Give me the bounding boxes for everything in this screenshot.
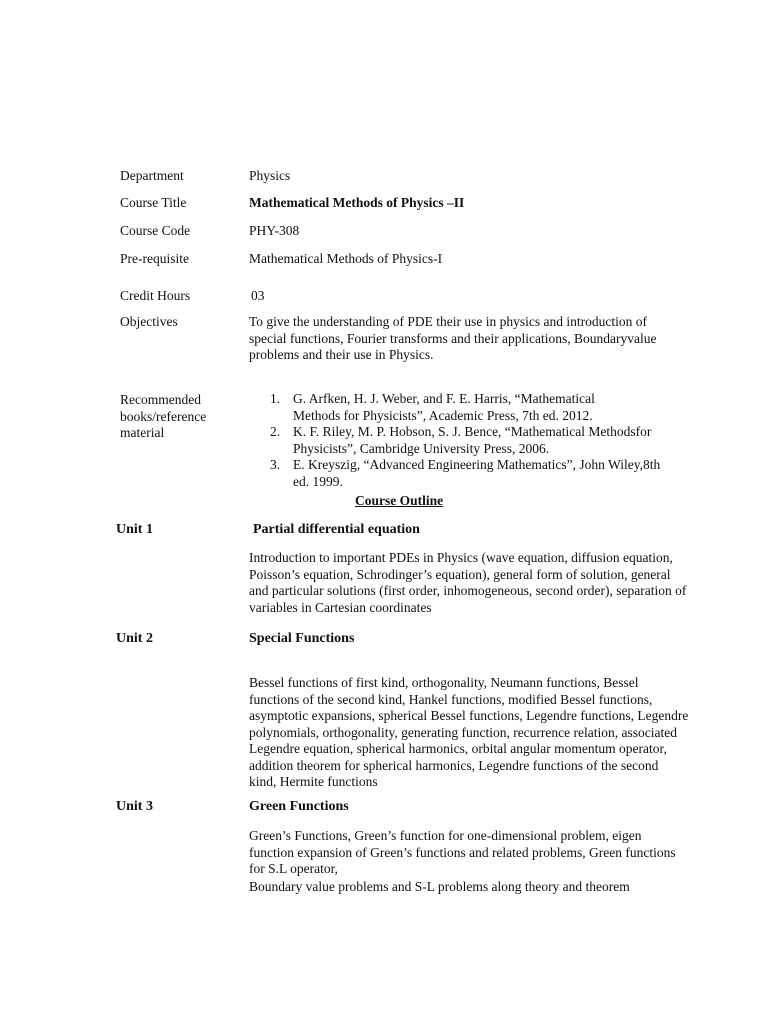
unit-label: Unit 2	[116, 631, 153, 646]
reference-line: E. Kreyszig, “Advanced Engineering Mathematics”, John Wiley,8th	[293, 457, 661, 472]
unit-content: Introduction to important PDEs in Physics (wave equation, diffusion equation, Poisson’s equation, Schrodinger’s equation), general form of solution, general and particular solutions (first order, inhomogeneous, second order), separation of variables in Cartesian coordinates	[249, 550, 687, 615]
unit-title: Partial differential equation	[253, 522, 420, 537]
reference-line: G. Arfken, H. J. Weber, and F. E. Harris, “Mathematical	[293, 391, 595, 406]
reference-line: Physicists”, Cambridge University Press, 2006.	[293, 440, 550, 456]
books-label-line: books/reference	[120, 408, 207, 424]
reference-number: 3.	[270, 457, 281, 472]
course-outline-heading: Course Outline	[355, 493, 444, 508]
reference-item	[270, 457, 690, 490]
reference-line: ed. 1999.	[293, 473, 343, 489]
credit-hours-value: 03	[251, 288, 265, 303]
unit-label: Unit 3	[116, 799, 153, 814]
books-label-line: Recommended	[120, 392, 201, 407]
unit-title: Green Functions	[249, 799, 349, 814]
reference-line: K. F. Riley, M. P. Hobson, S. J. Bence, “Mathematical Methodsfor	[293, 424, 652, 439]
credit-hours-label: Credit Hours	[120, 288, 191, 303]
course-code-label: Course Code	[120, 223, 191, 238]
course-title-value: Mathematical Methods of Physics –II	[249, 195, 465, 210]
course-title-label: Course Title	[120, 195, 187, 210]
reference-number: 1.	[270, 391, 281, 406]
unit-title: Special Functions	[249, 631, 355, 646]
reference-line: Methods for Physicists”, Academic Press, 7th ed. 2012.	[293, 407, 593, 423]
prerequisite-value: Mathematical Methods of Physics-I	[249, 251, 443, 266]
reference-item	[270, 424, 690, 457]
reference-number: 2.	[270, 424, 281, 439]
reference-list	[270, 391, 690, 490]
unit-content: Bessel functions of first kind, orthogonality, Neumann functions, Bessel functions of the second kind, Hankel functions, modified Bessel functions, asymptotic expansions, spherical Bessel functions, Legendre functions, Legendre polynomials, orthogonality, generating function, recurrence relation, associated Legendre equation, spherical harmonics, orbital angular momentum operator, addition theorem for spherical harmonics, Legendre functions of the second kind, Hermite functions	[249, 675, 689, 789]
unit-content-extra: Boundary value problems and S-L problems along theory and theorem	[249, 879, 630, 894]
department-label: Department	[120, 168, 184, 183]
unit-content: Green’s Functions, Green’s function for one-dimensional problem, eigen function expansion of Green’s functions and related problems, Green functions for S.L operator,	[249, 828, 676, 876]
books-label-line: material	[120, 425, 165, 440]
books-label	[120, 392, 206, 442]
course-code-value: PHY-308	[249, 223, 300, 238]
objectives-value: To give the understanding of PDE their use in physics and introduction of special functions, Fourier transforms and their applications, Boundaryvalue problems and their use in Physics.	[249, 314, 657, 362]
department-value: Physics	[249, 168, 291, 183]
objectives-label: Objectives	[120, 314, 178, 329]
prerequisite-label: Pre-requisite	[120, 251, 189, 266]
reference-item	[270, 391, 690, 424]
unit-label: Unit 1	[116, 522, 153, 537]
